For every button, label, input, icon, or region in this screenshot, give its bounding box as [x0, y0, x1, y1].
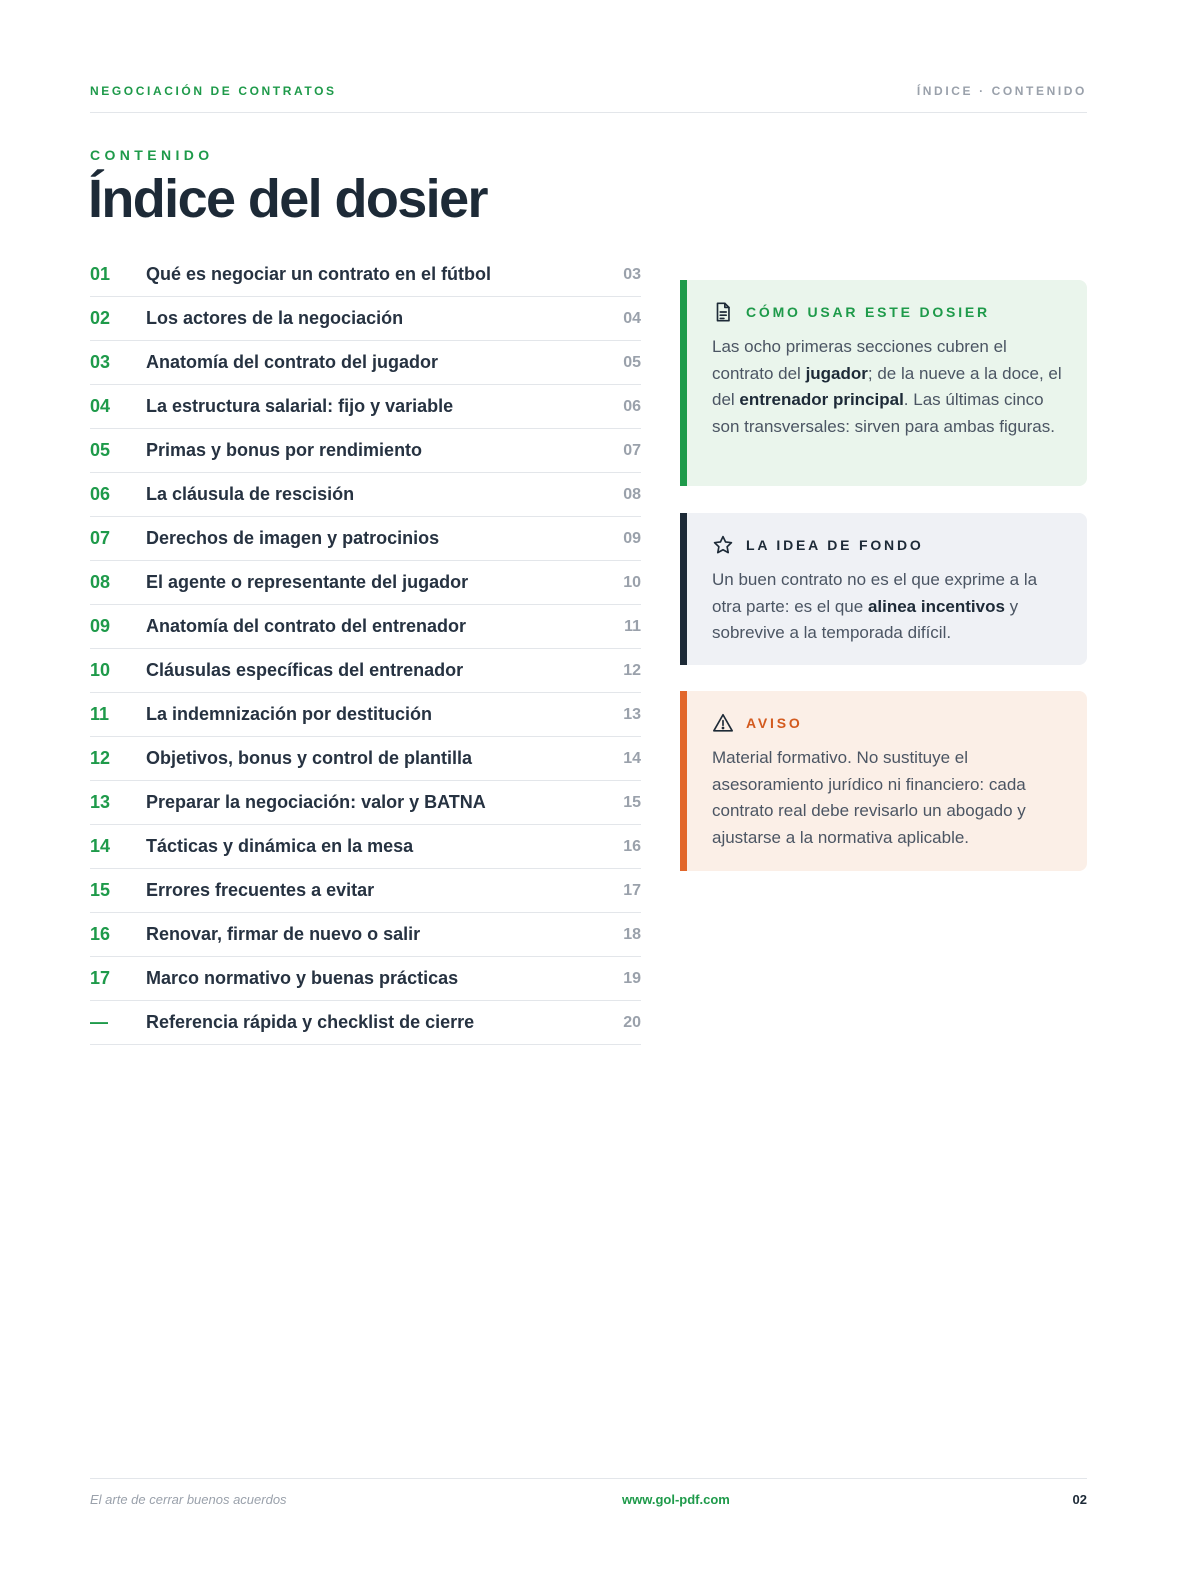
toc-item-label: La cláusula de rescisión — [146, 484, 355, 504]
key-idea-callout-text: Un buen contrato no es el que exprime a la otra parte: es el que alinea incentivos y sobrevive a la temporada difícil. — [712, 570, 1038, 643]
toc-item[interactable] — [90, 957, 641, 1001]
toc-item-label: Preparar la negociación: valor y BATNA — [146, 792, 486, 812]
toc-item-label: Anatomía del contrato del entrenador — [146, 616, 467, 636]
toc-item-label: Objetivos, bonus y control de plantilla — [146, 748, 473, 768]
document-icon — [712, 301, 734, 323]
toc-item-page: 19 — [623, 970, 641, 987]
toc-item-label: Cláusulas específicas del entrenador — [146, 660, 464, 680]
warning-callout-header — [712, 711, 1067, 735]
star-icon — [712, 534, 734, 556]
toc-item-label: Referencia rápida y checklist de cierre — [146, 1012, 475, 1032]
page-footer — [90, 1478, 1087, 1519]
usage-callout — [680, 280, 1087, 486]
toc-item-label: La estructura salarial: fijo y variable — [146, 396, 454, 416]
toc-item-label: Tácticas y dinámica en la mesa — [146, 836, 414, 856]
toc-item[interactable] — [90, 649, 641, 693]
toc-item-number: 17 — [90, 968, 111, 988]
toc-item-page: 09 — [623, 530, 641, 547]
toc-item-number: 09 — [90, 616, 111, 636]
toc-item-label: Errores frecuentes a evitar — [146, 880, 375, 900]
toc-item[interactable] — [90, 429, 641, 473]
toc-item-page: 15 — [623, 794, 641, 811]
toc-item[interactable] — [90, 913, 641, 957]
toc-item-page: 07 — [623, 442, 641, 459]
warning-callout-text: Material formativo. No sustituye el asesoramiento jurídico ni financiero: cada contrato real debe revisarlo un abogado y ajustarse a la normativa aplicable. — [712, 748, 1026, 847]
toc-item-label: Renovar, firmar de nuevo o salir — [146, 924, 421, 944]
toc-item[interactable] — [90, 781, 641, 825]
toc-item-page: 12 — [623, 662, 641, 679]
toc-item-label: Primas y bonus por rendimiento — [146, 440, 423, 460]
toc-item-page: 03 — [623, 266, 641, 283]
toc-item-page: 11 — [624, 618, 641, 635]
toc-item[interactable] — [90, 825, 641, 869]
toc-item[interactable] — [90, 605, 641, 649]
toc-item-number: 06 — [90, 484, 111, 504]
toc-item-page: 20 — [623, 1014, 641, 1031]
toc-item-page: 04 — [623, 310, 641, 327]
toc-item-number: 01 — [90, 264, 111, 284]
toc-item-number: 11 — [90, 704, 110, 724]
toc-item[interactable] — [90, 253, 641, 297]
usage-callout-title: CÓMO USAR ESTE DOSIER — [746, 304, 990, 320]
toc-item-number: 15 — [90, 880, 111, 900]
toc-item[interactable] — [90, 385, 641, 429]
toc-item-label: Anatomía del contrato del jugador — [146, 352, 439, 372]
warning-callout — [680, 691, 1087, 871]
warning-callout-title: AVISO — [746, 715, 803, 731]
page-number: 02 — [1072, 1492, 1087, 1507]
toc-item[interactable] — [90, 737, 641, 781]
key-idea-callout-header — [712, 533, 1067, 557]
toc-item-label: Qué es negociar un contrato en el fútbol — [146, 264, 492, 284]
toc-item-page: 13 — [623, 706, 641, 723]
toc-item-number: 05 — [90, 440, 111, 460]
toc-item[interactable] — [90, 869, 641, 913]
toc-item-page: 10 — [623, 574, 641, 591]
document-title: NEGOCIACIÓN DE CONTRATOS — [90, 84, 337, 98]
footer-tagline: El arte de cerrar buenos acuerdos — [90, 1492, 287, 1507]
toc-item-number: 10 — [90, 660, 111, 680]
toc-item-number: 13 — [90, 792, 111, 812]
toc-item-label: Derechos de imagen y patrocinios — [146, 528, 440, 548]
toc-item[interactable] — [90, 473, 641, 517]
toc-item-page: 06 — [623, 398, 641, 415]
toc-item-page: 18 — [623, 926, 641, 943]
toc-item-number: 08 — [90, 572, 111, 592]
toc-item-label: Los actores de la negociación — [146, 308, 404, 328]
usage-callout-text: Las ocho primeras secciones cubren el contrato del jugador; de la nueve a la doce, el del entrenador principal. Las últimas cinco son transversales: sirven para ambas figuras. — [712, 337, 1062, 436]
toc-item-number: 14 — [90, 836, 111, 856]
table-of-contents — [90, 253, 641, 1045]
toc-item-page: 17 — [623, 882, 641, 899]
toc-item-number: — — [90, 1012, 108, 1032]
toc-item-label: Marco normativo y buenas prácticas — [146, 968, 459, 988]
toc-item-page: 05 — [623, 354, 641, 371]
toc-item[interactable] — [90, 1001, 641, 1045]
toc-item[interactable] — [90, 693, 641, 737]
footer-website-link[interactable]: www.gol-pdf.com — [622, 1492, 730, 1507]
page-title: Índice del dosier — [88, 169, 487, 229]
toc-item-page: 14 — [623, 750, 641, 767]
toc-item-number: 03 — [90, 352, 111, 372]
toc-item-number: 07 — [90, 528, 111, 548]
toc-item-label: La indemnización por destitución — [146, 704, 433, 724]
page-header — [90, 84, 1087, 113]
warning-icon — [712, 712, 734, 734]
section-eyebrow: CONTENIDO — [90, 147, 214, 163]
toc-item-number: 16 — [90, 924, 111, 944]
key-idea-callout-title: LA IDEA DE FONDO — [746, 537, 924, 553]
usage-callout-header — [712, 300, 1067, 324]
toc-item-label: El agente o representante del jugador — [146, 572, 469, 592]
toc-item[interactable] — [90, 561, 641, 605]
toc-item[interactable] — [90, 297, 641, 341]
toc-item[interactable] — [90, 341, 641, 385]
toc-item-page: 08 — [623, 486, 641, 503]
toc-item-number: 04 — [90, 396, 111, 416]
toc-item-page: 16 — [623, 838, 641, 855]
toc-item-number: 12 — [90, 748, 111, 768]
toc-item[interactable] — [90, 517, 641, 561]
toc-item-number: 02 — [90, 308, 111, 328]
key-idea-callout — [680, 513, 1087, 665]
section-breadcrumb: ÍNDICE · CONTENIDO — [916, 84, 1087, 98]
